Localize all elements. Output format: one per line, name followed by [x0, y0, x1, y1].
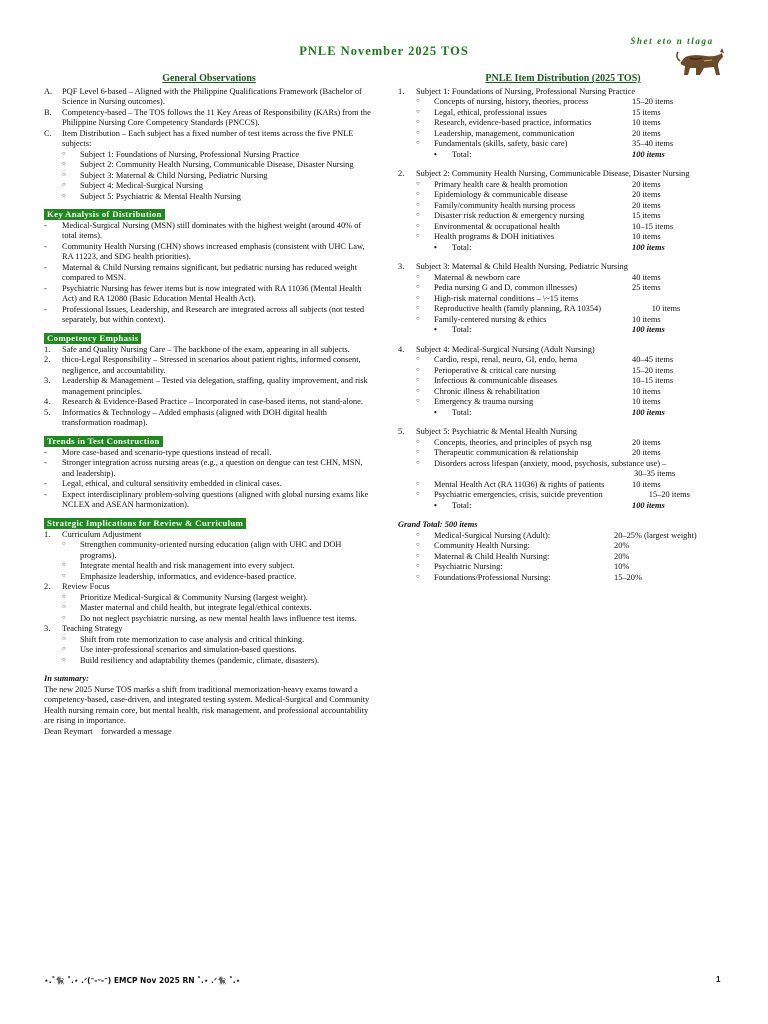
list-item: ○ Therapeutic communication & relationship 20 items [416, 448, 661, 457]
list-item: ○ Leadership, management, communication 20 items [416, 128, 661, 138]
list-item: ○ Subject 5: Psychiatric & Mental Health Nursing [62, 191, 241, 201]
list-item: - Psychiatric Nursing has fewer items but is now integrated with RA 11036 (Mental Health Act) and RA 12080 (Basic Education Mental Health Act). [44, 283, 362, 304]
competency-list [44, 345, 374, 429]
trends-list [44, 448, 374, 511]
list-item: ○ Build resiliency and adaptability themes (pandemic, climate, disasters). [62, 655, 320, 665]
grand-total: Grand Total: 500 items [398, 520, 478, 529]
list-item: C. Item Distribution – Each subject has a fixed number of test items across the five PNLE subjects: [44, 128, 354, 148]
subject-block [398, 345, 728, 419]
subject-block [398, 87, 728, 161]
list-item: ○ Do not neglect psychiatric nursing, as new mental health laws influence test items. [62, 613, 357, 623]
list-item: ○ Perioperative & critical care nursing 15–20 items [416, 365, 674, 375]
competency-emphasis-heading: Competency Emphasis [44, 333, 141, 344]
subject-title: 3. Subject 3: Maternal & Child Health Nursing, Pediatric Nursing [398, 262, 628, 271]
list-item: ○ Emphasize leadership, informatics, and evidence-based practice. [62, 571, 297, 581]
subject-title: 2. Subject 2: Community Health Nursing, Communicable Disease, Disaster Nursing [398, 169, 690, 178]
summary-text: The new 2025 Nurse TOS marks a shift from traditional memorization-heavy exams toward a competency-based, case-driven, and integrated testing system. Medical-Surgical and Community Health nursing remain core, but mental health, risk management, and professional accountability are rising in importance. [44, 684, 370, 726]
list-item: ○ Foundations/Professional Nursing: 15–20% [416, 572, 642, 582]
list-item: ○ Psychiatric Nursing: 10% [416, 562, 630, 571]
list-item: - Medical-Surgical Nursing (MSN) still dominates with the highest weight (around 40% of total items). [44, 220, 362, 241]
list-item: ○ Subject 2: Community Health Nursing, Communicable Disease, Disaster Nursing [62, 160, 354, 169]
list-item: 5. Informatics & Technology – Added emphasis (aligned with DOH digital health transformation roadmap). [44, 407, 327, 428]
item-count: 30–35 items [634, 469, 676, 478]
list-item: ○ Subject 1: Foundations of Nursing, Professional Nursing Practice [62, 149, 300, 159]
list-item: ○ Subject 4: Medical-Surgical Nursing [62, 181, 203, 190]
summary-heading: In summary: [44, 674, 89, 684]
key-analysis-list [44, 221, 374, 326]
list-item: ○ Maternal & Child Health Nursing: 20% [416, 551, 630, 561]
left-column [44, 73, 374, 737]
list-item: B. Competency-based – The TOS follows the 11 Key Areas of Responsibility (KARs) from the Philippine Nursing Core Competency Standards (PNCCS). [44, 107, 371, 127]
list-item: ○ Family-centered nursing & ethics 10 items [416, 314, 661, 324]
list-item: - Maternal & Child Nursing remains significant, but pediatric nursing has reduced weight compared to MSN. [44, 262, 357, 283]
list-item: ○ Psychiatric emergencies, crisis, suicide prevention 15–20 items [416, 490, 690, 499]
list-item: 2. thico-Legal Responsibility – Stressed in scenarios about patient rights, informed consent, negligence, and accountability. [44, 355, 361, 375]
key-analysis-heading: Key Analysis of Distribution [44, 209, 165, 220]
list-item: ○ Reproductive health (family planning, RA 10354) 10 items [416, 304, 681, 313]
subject-total: • Total: 100 items [434, 242, 665, 252]
list-item: - Stronger integration across nursing areas (e.g., a question on dengue can test CHN, MSN, and leadership). [44, 458, 363, 478]
list-item: ○ Fundamentals (skills, safety, basic care) 35–40 items [416, 139, 674, 148]
list-item: 3. Leadership & Management – Tested via delegation, staffing, quality improvement, and risk management principles. [44, 376, 368, 396]
subject-title: 5. Subject 5: Psychiatric & Mental Health Nursing [398, 427, 577, 436]
strategic-implications-heading: Strategic Implications for Review & Curriculum [44, 518, 246, 529]
list-item: ○ Use inter-professional scenarios and simulation-based questions. [62, 645, 297, 655]
subject-total: • Total: 100 items [434, 325, 665, 334]
list-item: - Expect interdisciplinary problem-solving questions (aligned with global nursing exams like NCLEX and ASEAN harmonization). [44, 489, 369, 510]
brand-tagline: Shet eto n tlaga [630, 36, 714, 46]
list-item: ○ Health programs & DOH initiatives 10 items [416, 232, 661, 241]
list-item: ○ Family/community health nursing process 20 items [416, 200, 661, 210]
list-item: ○ Pedia nursing G and D, common illnesses) 25 items [416, 283, 661, 292]
item-distribution-heading: PNLE Item Distribution (2025 TOS) [485, 73, 641, 84]
list-item: ○ Prioritize Medical-Surgical & Community Nursing (largest weight). [62, 592, 308, 602]
list-item: ○ Epidemiology & communicable disease 20 items [416, 190, 661, 199]
list-item: ○ Concepts of nursing, history, theories, process 15–20 items [416, 97, 674, 106]
right-column [398, 73, 728, 583]
subject-total: • Total: 100 items [434, 407, 665, 417]
subject-block [398, 262, 728, 336]
list-item: ○ Strengthen community-oriented nursing education (align with UHC and DOH programs). [62, 540, 342, 560]
list-item: ○ Primary health care & health promotion 20 items [416, 179, 661, 189]
list-item: ○ Concepts, theories, and principles of psych nsg 20 items [416, 437, 661, 447]
list-item: ○ Subject 3: Maternal & Child Nursing, Pediatric Nursing [62, 170, 268, 180]
list-item: 3. Teaching Strategy [44, 624, 123, 634]
list-item: ○ Environmental & occupational health 10–15 items [416, 221, 674, 231]
page-footer: ⋆.˚🐈‍⬛ ˚.⋆ .ᐟ(ᵔ-ᵕ-ᵔ) EMCP Nov 2025 RN ˚.⋆ .ᐟ🐈‍⬛ ˚.⋆ [44, 976, 241, 985]
subject-block [398, 169, 728, 253]
list-item: 1. Curriculum Adjustment [44, 529, 142, 539]
list-item: A. PQF Level 6-based – Aligned with the Philippine Qualifications Framework (Bachelor of Science in Nursing outcomes). [44, 86, 362, 106]
subject-block [398, 427, 728, 511]
list-item: ○ Disaster risk reduction & emergency nursing 15 items [416, 211, 661, 220]
list-item: ○ Medical-Surgical Nursing (Adult): 20–25% (largest weight) [416, 530, 697, 540]
list-item: ○ Shift from rote memorization to case analysis and critical thinking. [62, 634, 305, 644]
subject-title: 1. Subject 1: Foundations of Nursing, Professional Nursing Practice [398, 86, 636, 96]
list-item: - More case-based and scenario-type questions instead of recall. [44, 447, 272, 457]
general-observations-heading: General Observations [162, 73, 256, 84]
list-item: ○ Mental Health Act (RA 11036) & rights of patients 10 items [416, 479, 661, 489]
list-item: - Community Health Nursing (CHN) shows increased emphasis (consistent with UHC Law, RA 11223, and SDG health priorities). [44, 241, 365, 262]
weights-list [398, 531, 728, 584]
list-item: 4. Research & Evidence-Based Practice – Incorporated in case-based items, not stand-alone. [44, 397, 363, 407]
list-item: ○ Master maternal and child health, but integrate legal/ethical contexts. [62, 603, 312, 613]
list-item: - Professional Issues, Leadership, and Research are integrated across all subjects (not tested separately, but within context). [44, 304, 365, 325]
strategic-list [44, 530, 374, 667]
subject-total: • Total: 100 items [434, 149, 665, 159]
list-item: ○ Legal, ethical, professional issues 15 items [416, 107, 661, 117]
list-item: ○ Community Health Nursing: 20% [416, 541, 630, 550]
list-item: 2. Review Focus [44, 582, 110, 592]
list-item: ○ High-risk maternal conditions – \~15 items [416, 293, 579, 303]
page-number: 1 [716, 975, 721, 984]
list-item: 1. Safe and Quality Nursing Care – The backbone of the exam, appearing in all subjects. [44, 344, 350, 354]
list-item: ○ Infectious & communicable diseases 10–15 items [416, 376, 674, 385]
list-item: ○ Integrate mental health and risk management into every subject. [62, 561, 295, 571]
list-item: - Legal, ethical, and cultural sensitivity embedded in clinical cases. [44, 479, 282, 489]
subject-title: 4. Subject 4: Medical-Surgical Nursing (Adult Nursing) [398, 344, 595, 354]
subject-total: • Total: 100 items [434, 500, 665, 510]
list-item: ○ Research, evidence-based practice, informatics 10 items [416, 118, 661, 127]
forwarded-message-note: Dean Reymart forwarded a message [44, 726, 172, 736]
page-title: PNLE November 2025 TOS [299, 44, 469, 58]
trends-heading: Trends in Test Construction [44, 436, 163, 447]
list-item: ○ Chronic illness & rehabilitation 10 items [416, 386, 661, 396]
list-item: ○ Cardio, respi, renal, neuro, GI, endo, hema 40–45 items [416, 355, 674, 364]
list-item: ○ Emergency & trauma nursing 10 items [416, 397, 661, 406]
general-observations-list [44, 87, 374, 203]
list-item: ○ Maternal & newborn care 40 items [416, 272, 661, 282]
list-item: ○ Disorders across lifespan (anxiety, mood, psychosis, substance use) – [416, 458, 667, 468]
